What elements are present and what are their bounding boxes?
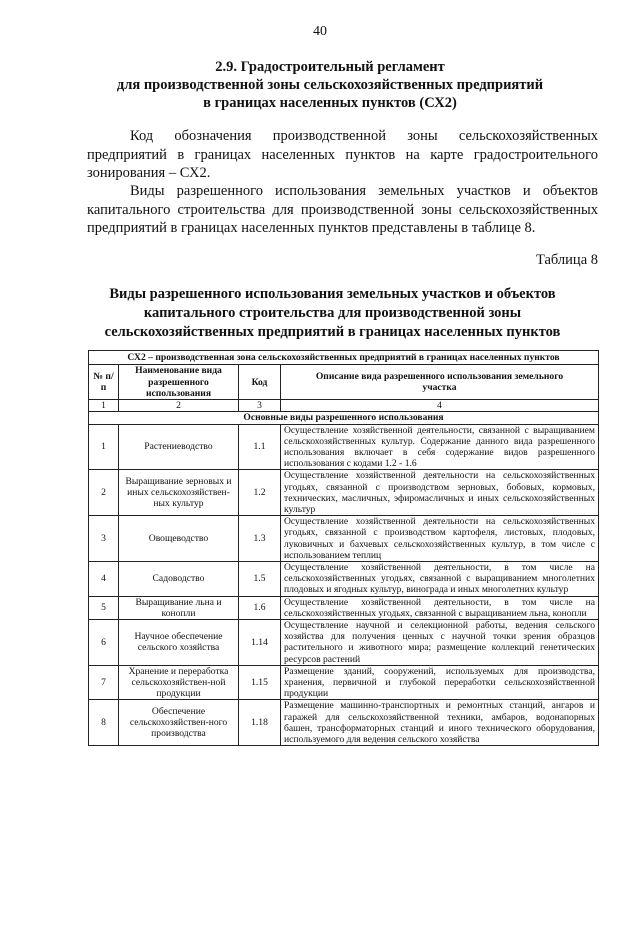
row-num: 8 — [89, 700, 119, 746]
col-number-4: 4 — [281, 400, 599, 412]
col-number-1: 1 — [89, 400, 119, 412]
row-num: 4 — [89, 562, 119, 597]
row-desc: Осуществление хозяйственной деятельности на сельскохозяйственных угодьях, связанной с производством картофеля, листовых, плодовых, луковичных и бахчевых сельскохозяйственных культур, в том числе с использованием теплиц — [281, 516, 599, 562]
row-desc: Осуществление хозяйственной деятельности, в том числе на сельскохозяйственных угодьях, связанной с выращиванием многолетних плодовых и ягодных культур, винограда и иных многолетних культур — [281, 562, 599, 597]
paragraph-permitted-uses — [87, 182, 598, 238]
row-desc: Осуществление хозяйственной деятельности на сельскохозяйственных угодьях, связанной с производством зерновых, бобовых, кормовых, технических, масличных, эфиромасличных и иных сельскохозяйственных культур — [281, 470, 599, 516]
table-row — [89, 596, 599, 619]
row-num: 1 — [89, 424, 119, 470]
row-desc: Осуществление научной и селекционной работы, ведения сельского хозяйства для получения ценных с научной точки зрения образцов растительного и животного мира; размещение коллекций генетических ресурсов растений — [281, 620, 599, 666]
row-code: 1.3 — [239, 516, 281, 562]
row-name: Обеспечение сельскохозяйствен-ного производства — [119, 700, 239, 746]
row-name: Выращивание льна и конопли — [119, 596, 239, 619]
paragraph-zone-code — [87, 127, 598, 183]
section-title-line-3: в границах населенных пунктов (СХ2) — [203, 95, 457, 111]
row-desc: Осуществление хозяйственной деятельности, в том числе на сельскохозяйственных угодьях, связанной с выращиванием льна, конопли — [281, 596, 599, 619]
row-num: 2 — [89, 470, 119, 516]
row-code: 1.5 — [239, 562, 281, 597]
header-code: Код — [239, 365, 281, 400]
section-title-line-2: для производственной зоны сельскохозяйственных предприятий — [116, 77, 544, 93]
row-num: 3 — [89, 516, 119, 562]
table-title-line-3: сельскохозяйственных предприятий в границах населенных пунктов — [104, 324, 561, 340]
page-number: 40 — [313, 24, 327, 39]
row-name: Хранение и переработка сельскохозяйствен-ной продукции — [119, 665, 239, 700]
section-title-line-1: 2.9. Градостроительный регламент — [215, 59, 445, 75]
row-code: 1.15 — [239, 665, 281, 700]
row-code: 1.18 — [239, 700, 281, 746]
row-code: 1.2 — [239, 470, 281, 516]
table-row — [89, 470, 599, 516]
zone-header-cell: СХ2 – производственная зона сельскохозяйственных предприятий в границах населенных пунктов — [89, 351, 599, 365]
row-num: 5 — [89, 596, 119, 619]
row-code: 1.14 — [239, 620, 281, 666]
header-name: Наименование вида разрешенного использования — [119, 365, 239, 400]
permitted-uses-table — [88, 350, 599, 746]
zone-header-row — [89, 351, 599, 365]
paragraph-permitted-uses-text: Виды разрешенного использования земельных участков и объектов капитального строительства для производственной зоны сельскохозяйственных предприятий в границах населенных пунктов представлены в таблице 8. — [87, 183, 598, 236]
table-row — [89, 620, 599, 666]
row-name: Садоводство — [119, 562, 239, 597]
row-name: Растениеводство — [119, 424, 239, 470]
table-row — [89, 424, 599, 470]
row-desc: Размещение зданий, сооружений, используемых для производства, хранения, первичной и глубокой переработки сельскохозяйственной продукции — [281, 665, 599, 700]
table-title-line-2: капитального строительства для производственной зоны — [143, 305, 522, 321]
row-num: 7 — [89, 665, 119, 700]
table-row — [89, 516, 599, 562]
row-name: Овощеводство — [119, 516, 239, 562]
header-num: № п/п — [89, 365, 119, 400]
row-code: 1.6 — [239, 596, 281, 619]
table-label: Таблица 8 — [535, 252, 598, 268]
row-code: 1.1 — [239, 424, 281, 470]
table-row — [89, 562, 599, 597]
row-num: 6 — [89, 620, 119, 666]
table-row — [89, 700, 599, 746]
table-title-line-1: Виды разрешенного использования земельных участков и объектов — [109, 286, 556, 302]
table-row — [89, 665, 599, 700]
column-header-row — [89, 365, 599, 400]
col-number-2: 2 — [119, 400, 239, 412]
table-title — [70, 285, 595, 342]
paragraph-zone-code-text: Код обозначения производственной зоны сельскохозяйственных предприятий в границах населенных пунктов на карте градостроительного зонирования – СХ2. — [87, 128, 598, 181]
header-desc: Описание вида разрешенного использования земельного участка — [281, 365, 599, 400]
row-desc: Осуществление хозяйственной деятельности, связанной с выращиванием сельскохозяйственных культур. Содержание данного вида разрешенного использования включает в себя содержание видов разрешенного использования с кодами 1.2 - 1.6 — [281, 424, 599, 470]
row-name: Выращивание зерновых и иных сельскохозяйствен-ных культур — [119, 470, 239, 516]
section-title — [60, 58, 600, 112]
col-number-3: 3 — [239, 400, 281, 412]
row-desc: Размещение машинно-транспортных и ремонтных станций, ангаров и гаражей для сельскохозяйственной техники, амбаров, водонапорных башен, трансформаторных станций и иного технического оборудования, используемого для ведения сельского хозяйства — [281, 700, 599, 746]
section-cell: Основные виды разрешенного использования — [89, 412, 599, 424]
column-number-row — [89, 400, 599, 412]
row-name: Научное обеспечение сельского хозяйства — [119, 620, 239, 666]
section-row — [89, 412, 599, 424]
